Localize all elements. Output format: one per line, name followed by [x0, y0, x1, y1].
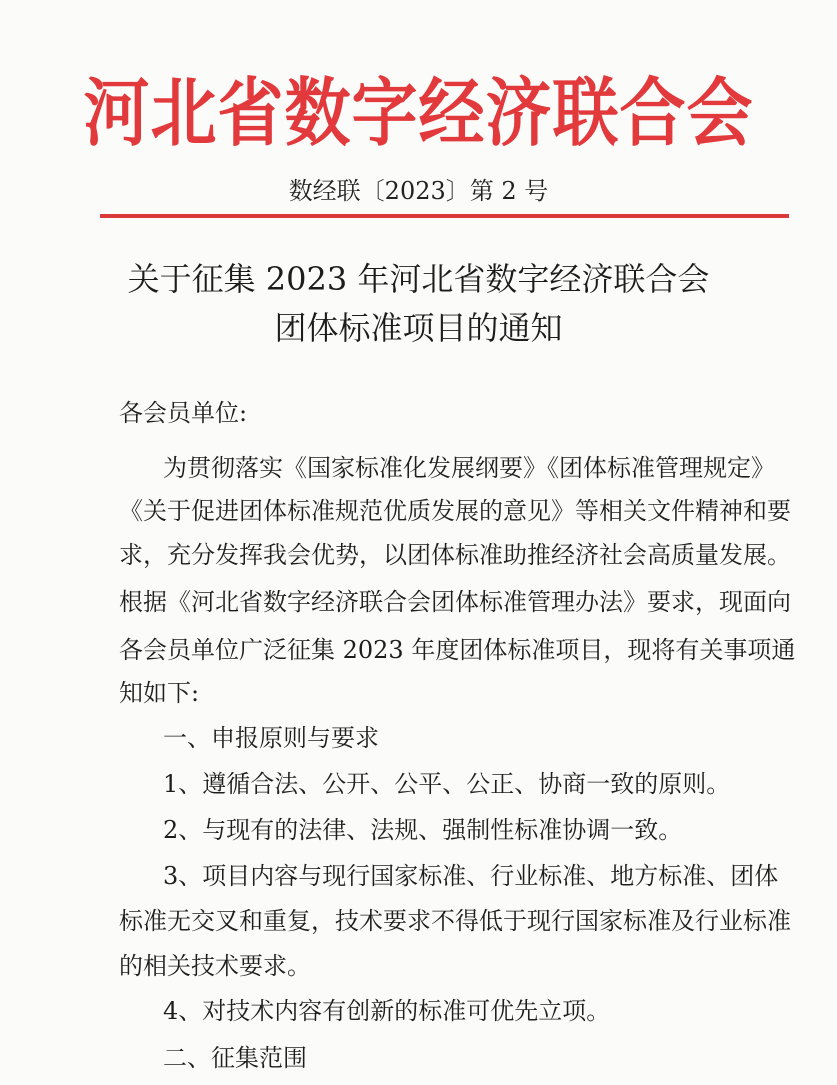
section-heading-2: 二、征集范围 [163, 1044, 307, 1072]
paragraph-line: 求，充分发挥我会优势，以团体标准助推经济社会高质量发展。 [119, 541, 791, 569]
list-item-3-line: 标准无交叉和重复，技术要求不得低于现行国家标准及行业标准 [119, 907, 791, 935]
list-item-3-line: 的相关技术要求。 [119, 952, 311, 980]
paragraph-line: 为贯彻落实《国家标准化发展纲要》《团体标准管理规定》 [163, 454, 775, 482]
list-item-2: 2、与现有的法律、法规、强制性标准协调一致。 [163, 816, 683, 844]
paragraph-line: 各会员单位广泛征集 2023 年度团体标准项目，现将有关事项通 [119, 636, 796, 664]
list-item-4: 4、对技术内容有创新的标准可优先立项。 [163, 997, 611, 1025]
list-item-3-line: 3、项目内容与现行国家标准、行业标准、地方标准、团体 [163, 862, 779, 890]
paragraph-line: 《关于促进团体标准规范优质发展的意见》等相关文件精神和要 [119, 497, 791, 525]
document-number: 数经联〔2023〕第 2 号 [288, 177, 549, 205]
organization-letterhead: 河北省数字经济联合会 [83, 70, 754, 157]
section-heading-1: 一、申报原则与要求 [163, 724, 379, 752]
notice-title-line-1: 关于征集 2023 年河北省数字经济联合会 [127, 260, 710, 298]
salutation: 各会员单位: [119, 399, 248, 427]
notice-title-line-2: 团体标准项目的通知 [274, 309, 563, 347]
paragraph-line: 知如下: [119, 679, 200, 707]
red-divider-line [100, 214, 789, 218]
list-item-1: 1、遵循合法、公开、公平、公正、协商一致的原则。 [163, 770, 731, 798]
paragraph-line: 根据《河北省数字经济联合会团体标准管理办法》要求，现面向 [119, 588, 791, 616]
